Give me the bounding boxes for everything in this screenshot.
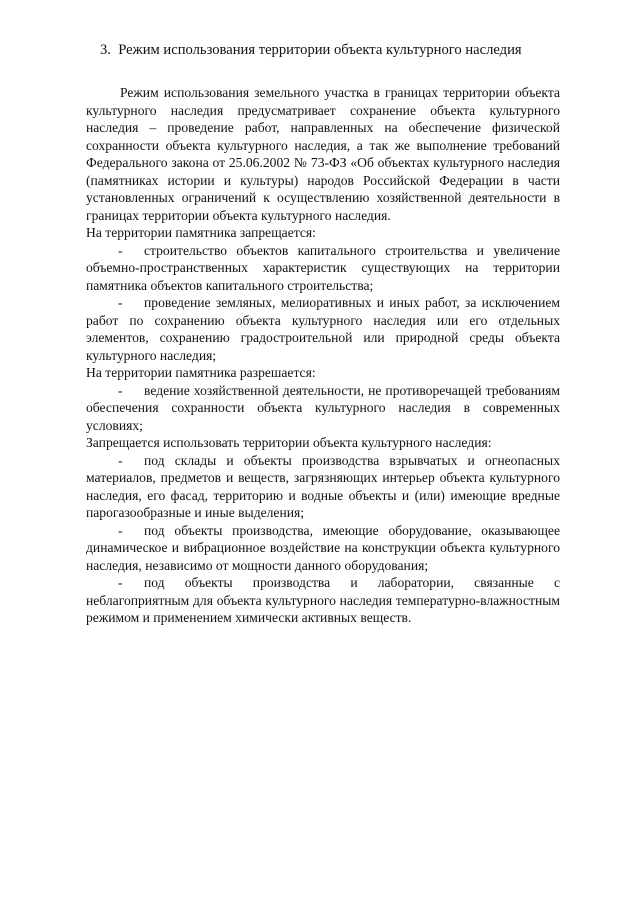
forbidden-use-item-text: под объекты производства, имеющие оборудование, оказывающее динамическое и вибрационное воздействие на конструкции объекта культурного наследия, независимо от мощности данного оборудования; xyxy=(86,522,560,573)
bullet-dash: - xyxy=(118,522,123,538)
bullet-dash: - xyxy=(118,242,123,258)
forbidden-use-item-text: под объекты производства и лаборатории, связанные с неблагоприятным для объекта культурного наследия температурно-влажностным режимом и применением химически активных веществ. xyxy=(86,575,560,625)
allowed-label: На территории памятника разрешается: xyxy=(86,365,316,380)
forbidden-use-item xyxy=(86,452,560,522)
forbidden-use-item xyxy=(86,522,560,575)
allowed-item-text: ведение хозяйственной деятельности, не противоречащей требованиям обеспечения сохранности объекта культурного наследия в современных условиях; xyxy=(86,382,560,433)
prohibited-item-text: проведение земляных, мелиоративных и иных работ, за исключением работ по сохранению объекта культурного наследия или его отдельных элементов, сохранению градостроительной или природной среды объекта культурного наследия; xyxy=(86,295,560,363)
prohibited-item xyxy=(86,294,560,364)
document-body xyxy=(86,84,560,627)
intro-paragraph: Режим использования земельного участка в границах территории объекта культурного наследия предусматривает сохранение объекта культурного наследия – проведение работ, направленных на обеспечение физической сохранности объекта культурного наследия, а так же выполнение требований Федерального закона от 25.06.2002 № 73-ФЗ «Об объектах культурного наследия (памятниках истории и культуры) народов Российской Федерации в части установленных ограничений к осуществлению хозяйственной деятельности в границах территории объекта культурного наследия. xyxy=(86,85,560,223)
prohibited-label: На территории памятника запрещается: xyxy=(86,225,316,240)
forbidden-use-label: Запрещается использовать территории объекта культурного наследия: xyxy=(86,435,492,450)
allowed-item xyxy=(86,382,560,435)
section-heading xyxy=(100,41,522,59)
bullet-dash: - xyxy=(118,575,123,590)
bullet-dash: - xyxy=(118,382,123,398)
prohibited-item xyxy=(86,242,560,295)
section-title: Режим использования территории объекта культурного наследия xyxy=(118,42,522,58)
bullet-dash: - xyxy=(118,295,123,310)
forbidden-use-item-text: под склады и объекты производства взрывчатых и огнеопасных материалов, предметов и веществ, загрязняющих интерьер объекта культурного наследия, его фасад, территорию и водные объекты и (или) имеющие вредные парогазообразные и иные выделения; xyxy=(86,452,560,520)
forbidden-use-item xyxy=(86,574,560,627)
prohibited-item-text: строительство объектов капитального строительства и увеличение объемно-пространственных характеристик существующих на территории памятника объектов капитального строительства; xyxy=(86,242,560,293)
section-number: 3. xyxy=(100,42,111,58)
bullet-dash: - xyxy=(118,452,123,468)
